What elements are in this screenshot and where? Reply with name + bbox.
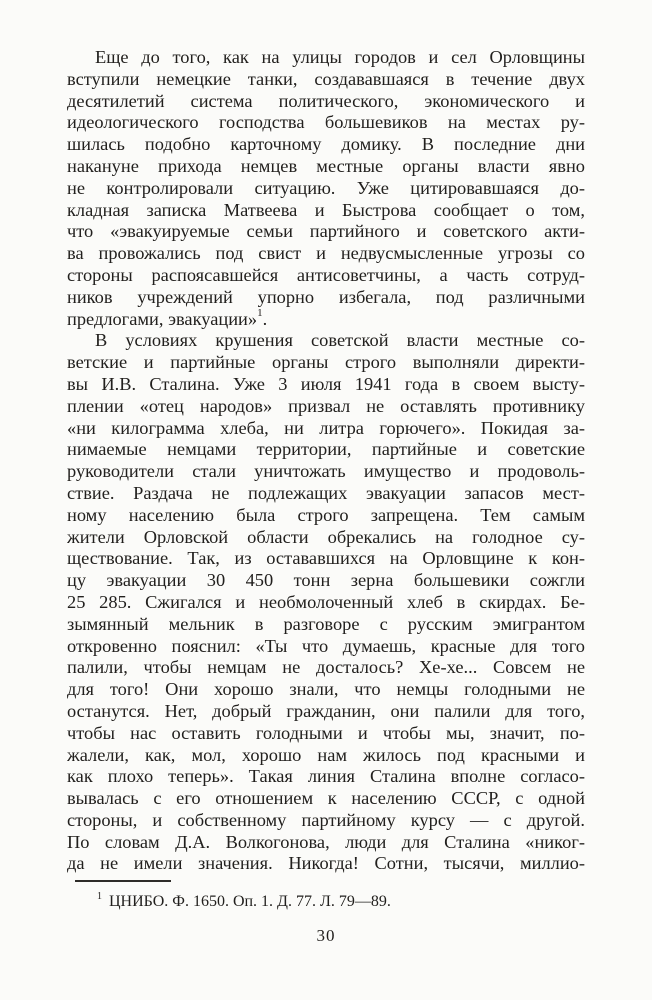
text-line: останутся. Нет, добрый гражданин, они палили для того, xyxy=(67,700,585,721)
text-line: шилась подобно карточному домику. В последние дни xyxy=(67,134,585,155)
text-line: руководители стали уничтожать имущество и продоволь- xyxy=(67,461,585,482)
paragraph-2 xyxy=(67,330,585,875)
text-line: накануне прихода немцев местные органы власти явно xyxy=(67,155,585,176)
text-line: ников учреждений упорно избегала, под различными xyxy=(67,286,585,307)
footnote-separator-rule xyxy=(75,880,171,882)
text-line: По словам Д.А. Волкогонова, люди для Сталина «никог- xyxy=(67,831,585,852)
text-line: как плохо теперь». Такая линия Сталина вполне согласо- xyxy=(67,766,585,787)
text-line: Еще до того, как на улицы городов и сел Орловщины xyxy=(95,47,585,67)
paragraph-1-last-line xyxy=(67,309,267,329)
paragraph-1 xyxy=(67,47,585,330)
footnote-text: ЦНИБО. Ф. 1650. Оп. 1. Д. 77. Л. 79—89. xyxy=(109,893,391,911)
body-text xyxy=(67,47,585,875)
text-line: чтобы нас оставить голодными и чтобы мы, значит, по- xyxy=(67,722,585,743)
text-line: «ни килограмма хлеба, ни литра горючего». Покидая за- xyxy=(67,417,585,438)
text-line: стороны распоясавшейся антисоветчины, а часть сотруд- xyxy=(67,264,585,285)
text-line: палили, чтобы немцам не досталось? Хе-хе... Совсем не xyxy=(67,657,585,678)
text-line: В условиях крушения советской власти местные со- xyxy=(95,330,585,351)
text-line: не контролировали ситуацию. Уже цитировавшаяся до- xyxy=(67,177,585,198)
text-line: откровенно пояснил: «Ты что думаешь, красные для того xyxy=(67,635,585,656)
text-line: десятилетий система политического, экономического и xyxy=(67,90,585,111)
footnote xyxy=(67,892,615,911)
text-line: ному населению была строго запрещена. Тем самым xyxy=(67,504,585,525)
page-footer xyxy=(67,880,585,946)
text-line: жители Орловской области обрекались на голодное су- xyxy=(67,526,585,547)
text-line: вы И.В. Сталина. Уже 3 июля 1941 года в своем высту- xyxy=(67,373,585,394)
text-line: вывалась с его отношением к населению СССР, с одной xyxy=(67,788,585,809)
paragraph-2-lines xyxy=(67,330,585,875)
text-line: стороны, и собственному партийному курсу — с другой. xyxy=(67,809,585,830)
text-line: да не имели значения. Никогда! Сотни, тысячи, миллио- xyxy=(67,853,585,874)
text-line: вступили немецкие танки, создававшаяся в течение двух xyxy=(67,68,585,89)
text-line: кладная записка Матвеева и Быстрова сообщает о том, xyxy=(67,199,585,220)
text-line: зымянный мельник в разговоре с русским эмигрантом xyxy=(67,613,585,634)
text-line: идеологического господства большевиков на местах ру- xyxy=(67,112,585,133)
footnote-reference-marker: 1 xyxy=(257,308,263,320)
text-line: плении «отец народов» призвал не оставлять противнику xyxy=(67,395,585,416)
text-line: 25 285. Сжигался и необмолоченный хлеб в скирдах. Бе- xyxy=(67,591,585,612)
text-line: для того! Они хорошо знали, что немцы голодными не xyxy=(67,679,585,700)
paragraph-1-lines xyxy=(67,47,585,309)
text-line: цу эвакуации 30 450 тонн зерна большевики сожгли xyxy=(67,570,585,591)
text-line: ществование. Так, из остававшихся на Орловщине к кон- xyxy=(67,548,585,569)
text-line: ствие. Раздача не подлежащих эвакуации запасов мест- xyxy=(67,482,585,503)
text-line: что «эвакуируемые семьи партийного и советского акти- xyxy=(67,221,585,242)
text-line: ва провожались под свист и недвусмысленные угрозы со xyxy=(67,243,585,264)
page-number: 30 xyxy=(316,926,336,946)
paragraph-1-last-line-text: предлогами, эвакуации» xyxy=(67,308,258,329)
text-line: жалели, как, мол, хорошо нам жилось под красными и xyxy=(67,744,585,765)
text-line: нимаемые немцами территории, партийные и советские xyxy=(67,439,585,460)
paragraph-1-last-line-period: . xyxy=(262,308,268,329)
text-line: ветские и партийные органы строго выполняли директи- xyxy=(67,352,585,373)
footnote-marker: 1 xyxy=(97,890,102,902)
